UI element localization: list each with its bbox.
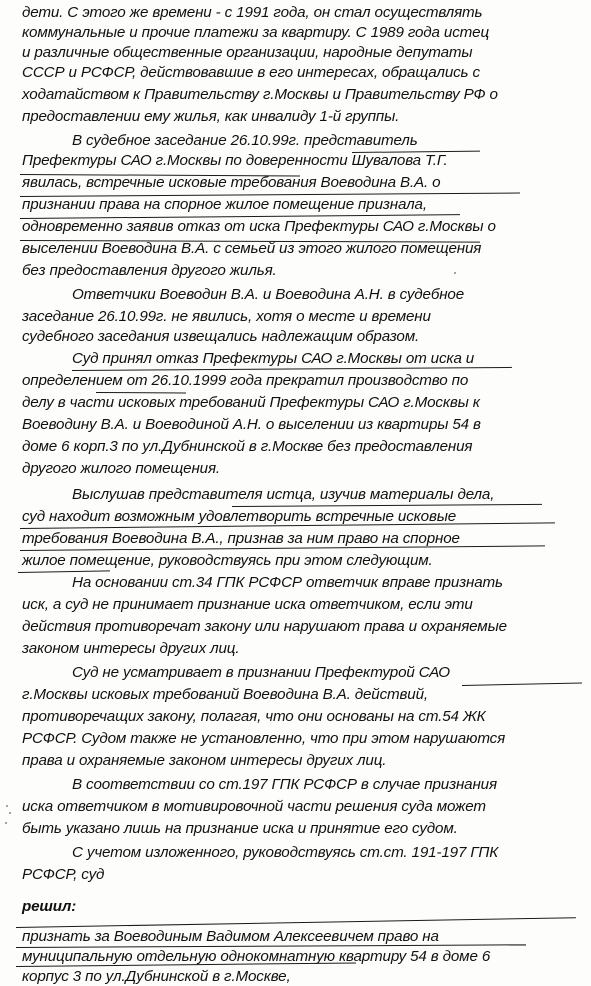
pen-underline xyxy=(232,504,542,507)
text-line: противоречащих закону, полагая, что они основаны на ст.54 ЖК xyxy=(22,708,486,725)
text-line: иска ответчиком в мотивировочной части решения суда может xyxy=(22,798,486,815)
text-line: без предоставления другого жилья. xyxy=(22,262,277,279)
text-line: жилое помещение, руководствуясь при этом следующим. xyxy=(22,552,433,569)
text-line: Префектуры САО г.Москвы по доверенности Шувалова Т.Г. xyxy=(22,152,448,169)
text-line: корпус 3 по ул.Дубнинской в г.Москве, xyxy=(22,968,291,985)
decision-heading: решил: xyxy=(22,898,77,915)
text-line: другого жилого помещения. xyxy=(22,460,220,477)
text-line: заседание 26.10.99г. не явились, хотя о месте и времени xyxy=(22,308,431,325)
text-line: доме 6 корп.3 по ул.Дубнинской в г.Москве без предоставления xyxy=(22,438,473,455)
text-line: Суд принял отказ Префектуры САО г.Москвы от иска и xyxy=(72,350,475,367)
text-line: РСФСР, суд xyxy=(22,866,105,883)
text-line: одновременно заявив отказ от иска Префектуры САО г.Москвы о xyxy=(22,218,496,235)
text-line: быть указано лишь на признание иска и принятие его судом. xyxy=(22,820,458,837)
text-line: СССР и РСФСР, действовавшие в его интересах, обращались с xyxy=(22,64,480,81)
scan-speck xyxy=(5,822,7,824)
text-line: законом интересы других лиц. xyxy=(22,640,240,657)
text-line: На основании ст.34 ГПК РСФСР ответчик вправе признать xyxy=(72,574,503,591)
text-line: определением от 26.10.1999 года прекратил производство по xyxy=(22,372,469,389)
pen-underline xyxy=(462,682,582,686)
text-line: выселении Воеводина В.А. с семьей из этого жилого помещения xyxy=(22,240,482,257)
text-line: судебного заседания извещались надлежащим образом. xyxy=(22,328,420,345)
text-line: Выслушав представителя истца, изучив материалы дела, xyxy=(72,486,495,503)
text-line: ходатайством к Правительству г.Москвы и Правительству РФ о xyxy=(22,86,498,103)
text-line: признании права на спорное жилое помещение признала, xyxy=(22,196,427,213)
text-line: Воеводину В.А. и Воеводиной А.Н. о выселении из квартиры 54 в xyxy=(22,416,481,433)
text-line: действия противоречат закону или нарушают права и охраняемые xyxy=(22,618,507,635)
text-line: г.Москвы исковых требований Воеводина В.А. действий, xyxy=(22,686,428,703)
text-line: Суд не усматривает в признании Префектурой САО xyxy=(72,664,450,681)
text-line: коммунальные и прочие платежи за квартиру. С 1989 года истец xyxy=(22,24,489,41)
pen-underline xyxy=(16,917,576,928)
text-line: делу в части исковых требований Префектуры САО г.Москвы к xyxy=(22,394,480,411)
text-line: дети. С этого же времени - с 1991 года, он стал осуществлять xyxy=(22,4,483,21)
text-line: явилась, встречные исковые требования Воеводина В.А. о xyxy=(22,174,441,191)
scan-speck xyxy=(9,812,11,814)
scan-speck xyxy=(6,805,8,807)
text-line: муниципальную отдельную однокомнатную квартиру 54 в доме 6 xyxy=(22,948,491,965)
text-line: С учетом изложенного, руководствуясь ст.ст. 191-197 ГПК xyxy=(72,844,499,861)
text-line: иск, а суд не принимает признание иска ответчиком, если эти xyxy=(22,596,473,613)
text-line: РСФСР. Судом также не установленно, что при этом нарушаются xyxy=(22,730,506,747)
text-line: права и охраняемые законом интересы других лиц. xyxy=(22,752,387,769)
text-line: Ответчики Воеводин В.А. и Воеводина А.Н. в судебное xyxy=(72,286,465,303)
text-line: В соответствии со ст.197 ГПК РСФСР в случае признания xyxy=(72,776,497,793)
text-line: и различные общественные организации, народные депутаты xyxy=(22,44,473,61)
text-line: признать за Воеводиным Вадимом Алексеевичем право на xyxy=(22,928,439,945)
pen-underline xyxy=(18,570,110,573)
scan-speck xyxy=(454,272,456,274)
text-line: предоставлении ему жилья, как инвалиду 1-й группы. xyxy=(22,108,400,125)
text-line: суд находит возможным удовлетворить встречные исковые xyxy=(22,508,457,525)
text-line: В судебное заседание 26.10.99г. представитель xyxy=(72,132,418,149)
text-line: требования Воеводина В.А., признав за ним право на спорное xyxy=(22,530,460,547)
